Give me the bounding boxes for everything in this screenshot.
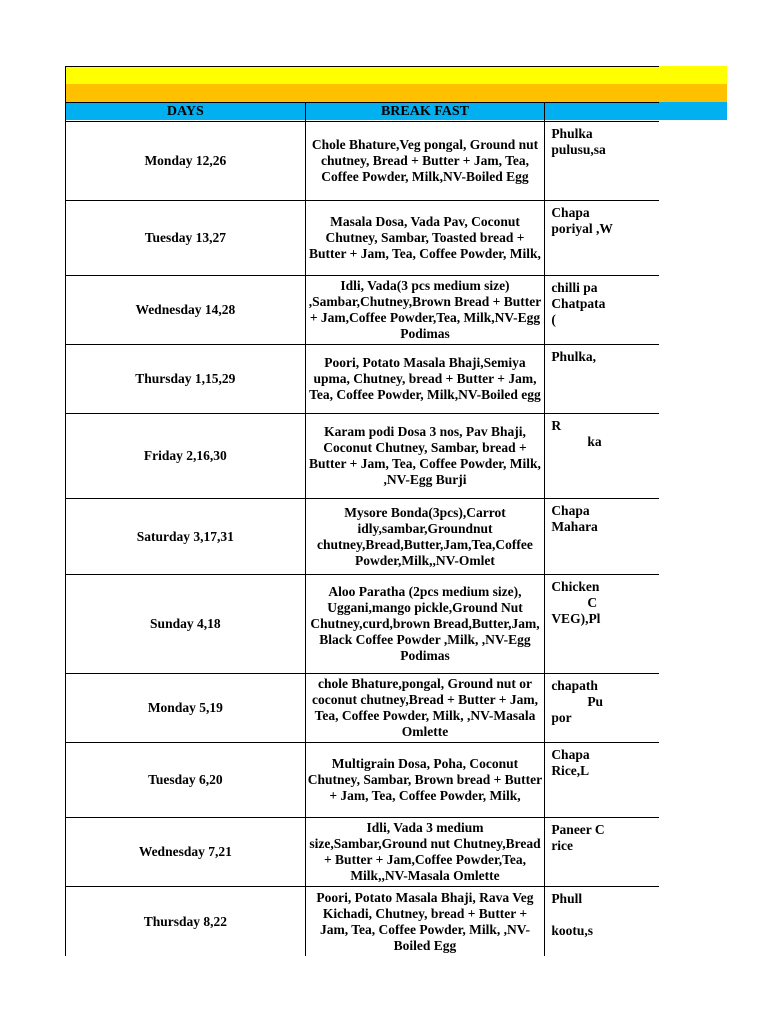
day-cell: Friday 2,16,30: [66, 414, 306, 499]
menu-row: [66, 499, 660, 575]
lunch-line: Chapa: [551, 503, 590, 518]
day-cell: Wednesday 14,28: [66, 276, 306, 345]
lunch-line: chilli pa: [551, 280, 598, 295]
title-row: [66, 67, 660, 85]
lunch-line: Chapa: [551, 205, 590, 220]
lunch-cell: [545, 414, 659, 499]
lunch-cell: [545, 887, 659, 957]
menu-row: [66, 818, 660, 887]
menu-sheet: [65, 66, 659, 956]
lunch-line: Rice,L: [551, 763, 590, 778]
day-cell: Thursday 1,15,29: [66, 345, 306, 414]
menu-row: [66, 575, 660, 674]
breakfast-cell: Karam podi Dosa 3 nos, Pav Bhaji, Coconut Chutney, Sambar, bread + Butter + Jam, Tea, Coffee Powder, Milk, ,NV-Egg Burji: [305, 414, 545, 499]
lunch-line: Mahara: [551, 519, 598, 534]
days-header: DAYS: [66, 103, 306, 122]
lunch-line: kootu,s: [551, 923, 593, 938]
day-cell: Tuesday 6,20: [66, 743, 306, 818]
lunch-line: poriyal ,W: [551, 221, 613, 236]
lunch-line: Chatpata: [551, 296, 606, 311]
menu-table: [65, 66, 659, 956]
menu-row: [66, 276, 660, 345]
menu-row: [66, 345, 660, 414]
lunch-cell: [545, 276, 659, 345]
breakfast-cell: Masala Dosa, Vada Pav, Coconut Chutney, Sambar, Toasted bread + Butter + Jam, Tea, Coffee Powder, Milk,: [305, 201, 545, 276]
breakfast-cell: Multigrain Dosa, Poha, Coconut Chutney, Sambar, Brown bread + Butter + Jam, Tea, Coffee Powder, Milk,: [305, 743, 545, 818]
lunch-line: Phull: [551, 891, 583, 906]
breakfast-cell: Idli, Vada(3 pcs medium size) ,Sambar,Chutney,Brown Bread + Butter + Jam,Coffee Powder,Tea, Milk,NV-Egg Podimas: [305, 276, 545, 345]
lunch-line: C: [587, 595, 598, 610]
lunch-cell: [545, 743, 659, 818]
lunch-cell: [545, 674, 659, 743]
lunch-line: rice: [551, 838, 574, 853]
day-cell: Thursday 8,22: [66, 887, 306, 957]
breakfast-cell: Poori, Potato Masala Bhaji,Semiya upma, Chutney, bread + Butter + Jam, Tea, Coffee Powder, Milk,NV-Boiled egg: [305, 345, 545, 414]
day-cell: Tuesday 13,27: [66, 201, 306, 276]
lunch-header: [545, 103, 659, 122]
day-cell: Monday 5,19: [66, 674, 306, 743]
lunch-line: R: [551, 418, 562, 433]
lunch-line: Chicken: [551, 579, 600, 594]
lunch-line: Phulka: [551, 126, 593, 141]
lunch-line: Pu: [587, 694, 604, 709]
day-cell: Wednesday 7,21: [66, 818, 306, 887]
lunch-line: VEG),Pl: [551, 611, 601, 626]
breakfast-cell: Mysore Bonda(3pcs),Carrot idly,sambar,Groundnut chutney,Bread,Butter,Jam,Tea,Coffee Powder,Milk,,NV-Omlet: [305, 499, 545, 575]
day-cell: Saturday 3,17,31: [66, 499, 306, 575]
lunch-line: por: [551, 710, 572, 725]
lunch-cell: [545, 575, 659, 674]
day-cell: Sunday 4,18: [66, 575, 306, 674]
breakfast-cell: chole Bhature,pongal, Ground nut or coconut chutney,Bread + Butter + Jam, Tea, Coffee Powder, Milk, ,NV-Masala Omlette: [305, 674, 545, 743]
breakfast-cell: Poori, Potato Masala Bhaji, Rava Veg Kichadi, Chutney, bread + Butter + Jam, Tea, Coffee Powder, Milk, ,NV-Boiled Egg: [305, 887, 545, 957]
lunch-line: Paneer C: [551, 822, 605, 837]
menu-row: [66, 122, 660, 201]
breakfast-cell: Aloo Paratha (2pcs medium size), Uggani,mango pickle,Ground Nut Chutney,curd,brown Bread,Butter,Jam, Black Coffee Powder ,Milk, ,NV-Egg Podimas: [305, 575, 545, 674]
lunch-line: Phulka,: [551, 349, 596, 364]
lunch-line: (: [551, 312, 556, 327]
lunch-cell: [545, 499, 659, 575]
lunch-cell: [545, 345, 659, 414]
breakfast-cell: Chole Bhature,Veg pongal, Ground nut chutney, Bread + Butter + Jam, Tea, Coffee Powder, Milk,NV-Boiled Egg: [305, 122, 545, 201]
menu-row: [66, 414, 660, 499]
lunch-cell: [545, 122, 659, 201]
lunch-line: [551, 907, 659, 923]
breakfast-header: BREAK FAST: [305, 103, 545, 122]
day-cell: Monday 12,26: [66, 122, 306, 201]
subtitle-row: [66, 85, 660, 103]
lunch-line: Chapa: [551, 747, 590, 762]
menu-row: [66, 201, 660, 276]
lunch-cell: [545, 201, 659, 276]
menu-row: [66, 887, 660, 957]
menu-row: [66, 674, 660, 743]
lunch-line: ka: [587, 434, 602, 449]
lunch-cell: [545, 818, 659, 887]
breakfast-cell: Idli, Vada 3 medium size,Sambar,Ground nut Chutney,Bread + Butter + Jam,Coffee Powder,Tea, Milk,,NV-Masala Omlette: [305, 818, 545, 887]
menu-row: [66, 743, 660, 818]
lunch-line: pulusu,sa: [551, 142, 606, 157]
lunch-line: chapath: [551, 678, 598, 693]
